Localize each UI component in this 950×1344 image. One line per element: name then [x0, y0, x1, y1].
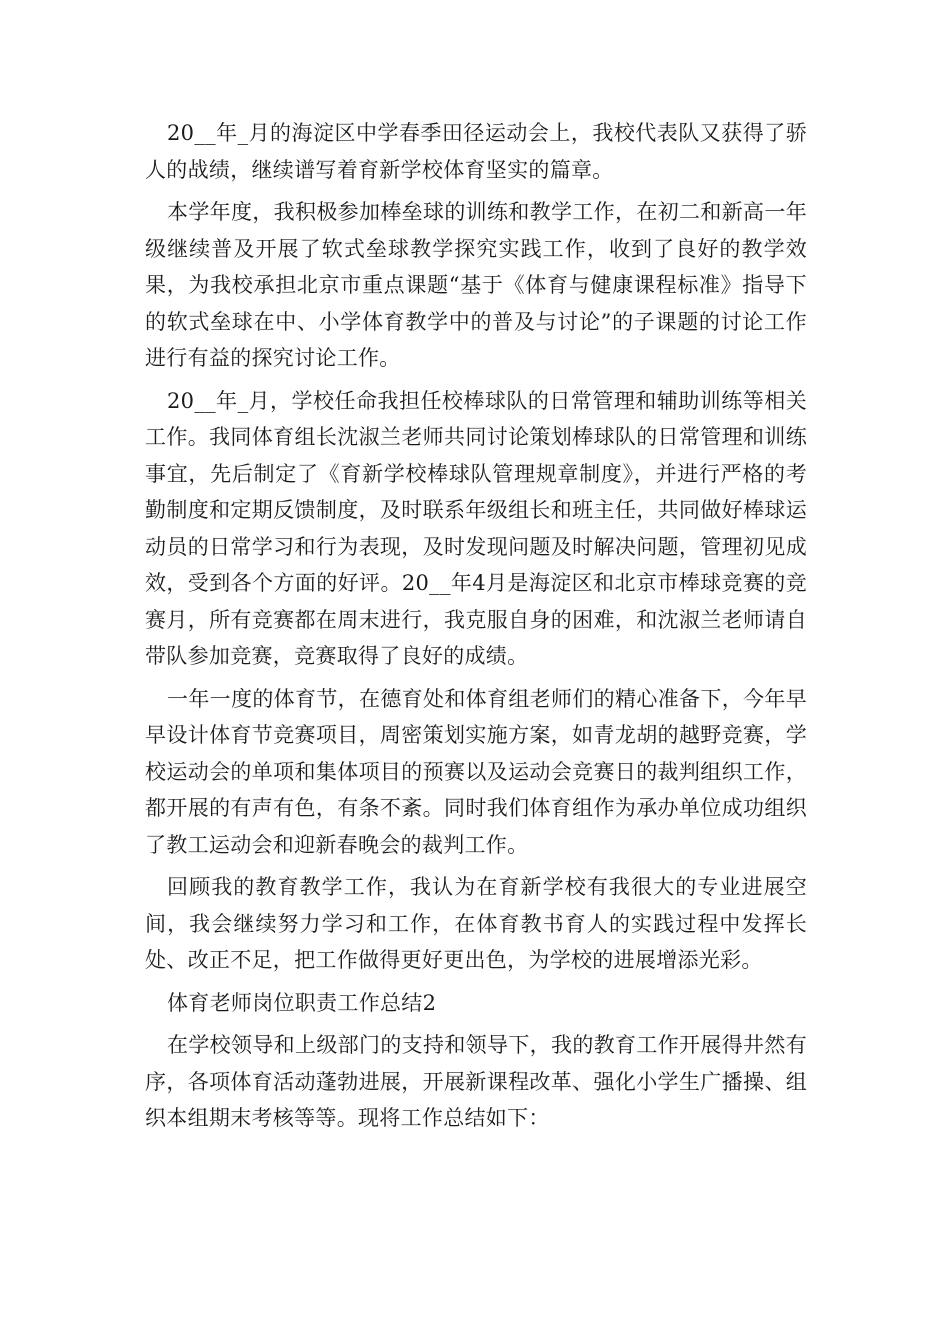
- paragraph-sports-festival: 一年一度的体育节，在德育处和体育组老师们的精心准备下，今年早早设计体育节竞赛项目，周密策划实施方案，如青龙胡的越野竞赛，学校运动会的单项和集体项目的预赛以及运动会竞赛日的裁判组织工作，都开展的有声有色，有条不紊。同时我们体育组作为承办单位成功组织了教工运动会和迎新春晚会的裁判工作。: [145, 686, 807, 857]
- paragraph-section-intro: 在学校领导和上级部门的支持和领导下，我的教育工作开展得井然有序，各项体育活动蓬勃进展，开展新课程改革、强化小学生广播操、组织本组期末考核等等。现将工作总结如下：: [145, 1033, 807, 1130]
- document-body: [145, 115, 807, 1143]
- section-heading: 体育老师岗位职责工作总结2: [167, 990, 437, 1015]
- paragraph-baseball-team: 20__年_月，学校任命我担任校棒球队的日常管理和辅助训练等相关工作。我同体育组长沈淑兰老师共同讨论策划棒球队的日常管理和训练事宜，先后制定了《育新学校棒球队管理规章制度》，并进行严格的考勤制度和定期反馈制度，及时联系年级组长和班主任，共同做好棒球运动员的日常学习和行为表现，及时发现问题及时解决问题，管理初见成效，受到各个方面的好评。20__年4月是海淀区和北京市棒球竞赛的竞赛月，所有竞赛都在周末进行，我克服自身的困难，和沈淑兰老师请自带队参加竞赛，竞赛取得了良好的成绩。: [145, 388, 807, 668]
- paragraph-sports-meet: 20__年_月的海淀区中学春季田径运动会上，我校代表队又获得了骄人的战绩，继续谱写着育新学校体育坚实的篇章。: [145, 121, 807, 182]
- paragraph-softball-teaching: 本学年度，我积极参加棒垒球的训练和教学工作，在初二和新高一年级继续普及开展了软式垒球教学探究实践工作，收到了良好的教学效果，为我校承担北京市重点课题“基于《体育与健康课程标准》指导下的软式垒球在中、小学体育教学中的普及与讨论”的子课题的讨论工作进行有益的探究讨论工作。: [145, 200, 807, 370]
- paragraph-review: 回顾我的教育教学工作，我认为在育新学校有我很大的专业进展空间，我会继续努力学习和工作，在体育教书育人的实践过程中发挥长处、改正不足，把工作做得更好更出色，为学校的进展增添光彩。: [145, 875, 807, 972]
